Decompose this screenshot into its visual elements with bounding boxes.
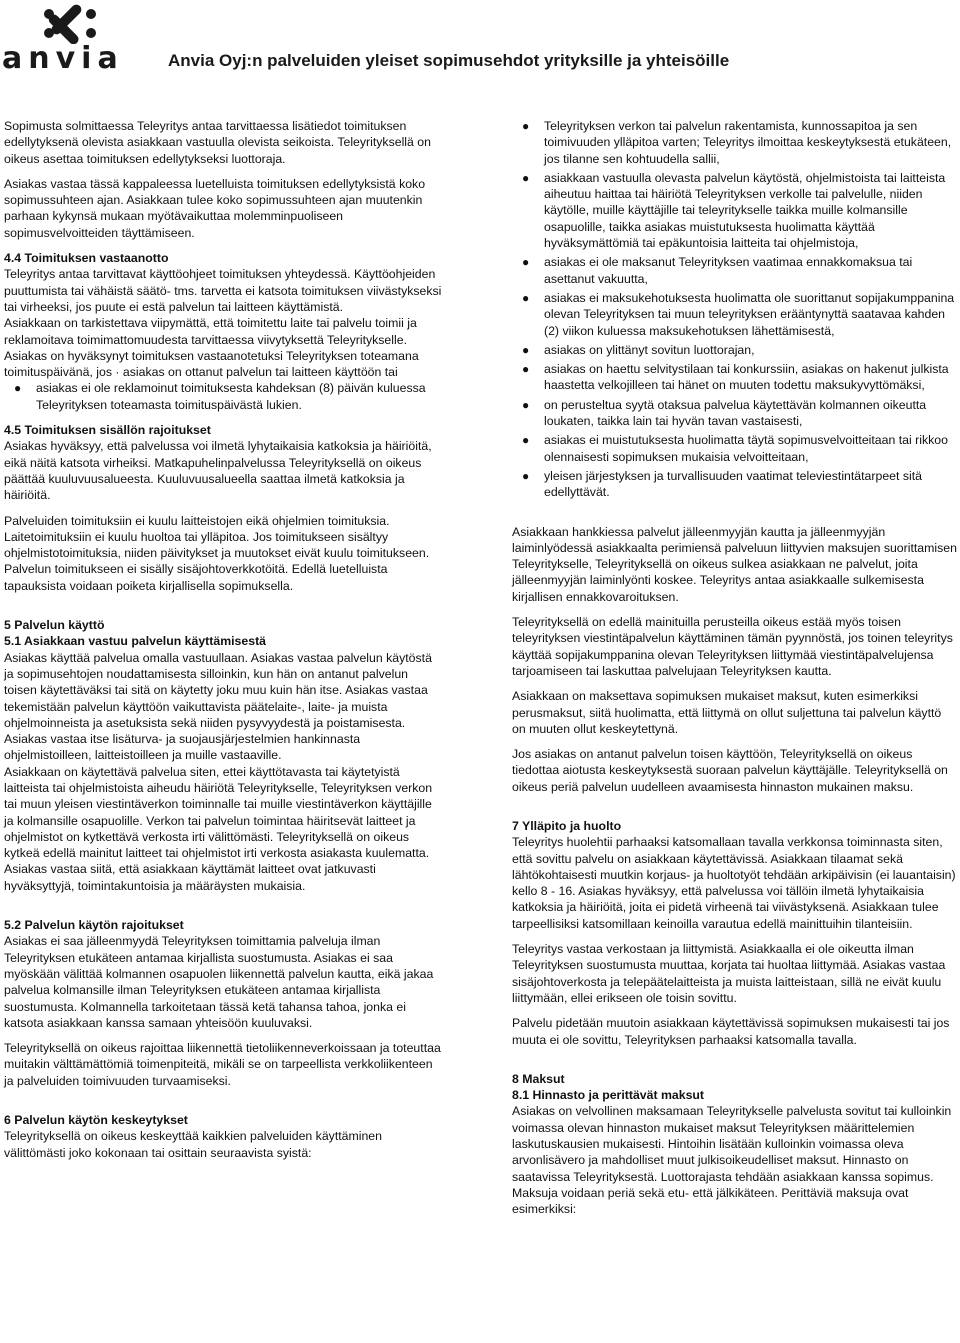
list-item: [4, 380, 444, 413]
paragraph: Asiakkaan on tarkistettava viipymättä, että toimitettu laite tai palvelu toimii ja reklamoitava toimimattomuudesta tarvittaessa viivytyksettä Teleyritykselle.: [4, 316, 417, 347]
paragraph: Teleyrityksellä on oikeus rajoittaa liikennettä tietoliikenneverkoissaan ja toteuttaa muitakin välttämättömiä toimenpiteitä, mikäli se on tarpeellista verkkoliikenteen ja palveluiden toimivuuden turvaamiseksi.: [4, 1041, 441, 1088]
paragraph: Asiakas ei saa jälleenmyydä Teleyrityksen toimittamia palveluja ilman Teleyrityksen etukäteen antamaa kirjallista suostumusta. Asiakas ei saa myöskään välittää kolmannen osapuolen liikennettä palvelun kautta, eikä jakaa palvelua kolmansille ilman Teleyrityksen etukäteen antamaa kirjallista suostumusta. Kolmannella tarkoitetaan tässä ketä tahansa tahoa, jonka ei katsota asiakkaan kanssa samaan yhteisöön kuuluvaksi.: [4, 934, 434, 1030]
paragraph: Teleyritys huolehtii parhaaksi katsomallaan tavalla verkkonsa toiminnasta siten, että sovittu palvelu on asiakkaan käytettävissä. Asiakkaan tilaamat sekä lähtökohtaisesti muutkin korjaus- ja huoltotyöt tehdään arkipäivisin (ei lauantaisin) kello 8 - 16. Asiakas hyväksyy, että palvelussa voi tällöin ilmetä lyhytaikaisia katkoksia ja häiriöitä, joita ei pidetä virheenä tai viivästyksenä. Asiakkaan tulee tarpeellisiksi katsomillaan keinoilla varautua edellä mainittuihin tilanteisiin.: [512, 835, 956, 931]
right-column: [512, 118, 958, 1227]
list-item: [512, 254, 958, 287]
left-column: [4, 118, 444, 1170]
paragraph: Jos asiakas on antanut palvelun toisen käyttöön, Teleyrityksellä on oikeus tiedottaa aiotusta keskeytyksestä suoraan palvelun käyttäjälle. Teleyrityksellä on oikeus periä palvelun uudelleen avaamisesta hinnaston mukainen maksu.: [512, 747, 948, 794]
paragraph: Asiakkaan hankkiessa palvelut jälleenmyyjän kautta ja jälleenmyyjän laiminlyödessä asiakkaalta perimiensä palveluun liittyvien maksujen suorittamisen Teleyritykselle, Teleyrityksellä on oikeus sulkea asiakkaan ne palvelut, joita jälleenmyyjän laiminlyönti koskee. Teleyritys antaa asiakkaalle sulkemisesta kirjallisen ennakkovaroituksen.: [512, 524, 957, 604]
list-item-text: asiakas ei maksukehotuksesta huolimatta ole suorittanut sopijakumppanina olevan Teleyrityksen tai muun teleyrityksen erääntynyttä saatavaa kahden (2) viikon kuluessa maksukehotuksen lähettämisestä,: [544, 290, 955, 338]
bullet-icon: ●: [522, 255, 530, 270]
paragraph: Palveluiden toimituksiin ei kuulu laitteistojen eikä ohjelmien toimituksia. Laitetoimituksiin ei kuulu huoltoa tai ylläpitoa. Jos toimitukseen sisältyy ohjelmistotoimituksia, niiden päivitykset ja muutokset eivät kuulu toimitukseen. Palvelun toimitukseen ei sisälly sisäjohtoverkkotöitä. Edellä luetelluista tapauksista voidaan poiketa kirjallisella sopimuksella.: [4, 513, 430, 593]
section-heading-8: 8 Maksut: [512, 1071, 565, 1086]
list-item: [512, 342, 958, 358]
section-heading-8-1: 8.1 Hinnasto ja perittävät maksut: [512, 1088, 705, 1103]
list-item: [512, 170, 958, 251]
list-item-text: asiakas ei muistutuksesta huolimatta täytä sopimusvelvoitteitaan tai rikkoo olennaisesti sopimuksen mukaisia velvoitteitaan,: [544, 433, 948, 464]
list-item: [512, 361, 958, 394]
list-item-text: asiakas on ylittänyt sovitun luottorajan,: [544, 342, 755, 357]
list-item-text: asiakas ei ole maksanut Teleyrityksen vaatimaa ennakkomaksua tai asettanut vakuutta,: [544, 255, 913, 286]
section-heading-5-1: 5.1 Asiakkaan vastuu palvelun käyttämisestä: [4, 634, 267, 649]
list-item: [512, 432, 958, 465]
bullet-icon: ●: [522, 362, 530, 377]
section-heading-4-5: 4.5 Toimituksen sisällön rajoitukset: [4, 423, 211, 438]
page-header: [0, 0, 960, 80]
list-item-text: yleisen järjestyksen ja turvallisuuden vaatimat televiestintätarpeet sitä edellyttävät.: [544, 468, 922, 500]
paragraph: Sopimusta solmittaessa Teleyritys antaa tarvittaessa lisätiedot toimituksen edellytyksenä olevista asiakkaan vastuulla olevista seikoista. Teleyrityksellä on oikeus asettaa toimituksen edellytykseksi luottoraja.: [4, 119, 431, 166]
list-item-text: asiakas ei ole reklamoinut toimituksesta kahdeksan (8) päivän kuluessa Teleyrityksen toteamasta toimituspäivästä lukien.: [36, 381, 426, 412]
section-heading-6: 6 Palvelun käytön keskeytykset: [4, 1113, 188, 1128]
paragraph: Maksuja voidaan periä sekä etu- että jälkikäteen. Perittäviä maksuja ovat esimerkiksi:: [512, 1185, 909, 1217]
section-heading-5-2: 5.2 Palvelun käytön rajoitukset: [4, 918, 184, 933]
logo-text: anvia: [2, 44, 124, 70]
anvia-wordmark: [0, 44, 160, 70]
anvia-logo-icon: [32, 2, 108, 44]
paragraph: Asiakas käyttää palvelua omalla vastuullaan. Asiakas vastaa palvelun käytöstä ja sopimusehtojen noudattamisesta silloinkin, kun hän on antanut palvelun toisen käytettäväksi tai sitä on käytetty joku muu kuin hän itse. Asiakas vastaa tekemistään palvelun käyttöön vaikuttavista päätelaite-, laite- ja muista ohjelmoinneista ja asetuksista sekä niiden pysyvyydestä ja poistamisesta. Asiakas vastaa itse lisäturva- ja suojausjärjestelmien hankinnasta ohjelmistoilleen, laitteistoilleen ja muille vastaaville.: [4, 650, 432, 763]
section-heading-4-4: 4.4 Toimituksen vastaanotto: [4, 251, 169, 266]
bullet-icon: ●: [522, 342, 530, 357]
paragraph: Asiakkaan on maksettava sopimuksen mukaiset maksut, kuten esimerkiksi perusmaksut, siitä huolimatta, että liittymä on ollut suljettuna tai palvelun käyttö on muuten ollut keskeytettynä.: [512, 689, 942, 736]
paragraph: Asiakas on hyväksynyt toimituksen vastaanotetuksi Teleyrityksen toteamana toimituspäivänä, jos · asiakas on ottanut palvelun tai laitteen käyttöön tai: [4, 348, 419, 380]
list-item: [512, 468, 958, 501]
list-item: [512, 118, 958, 167]
list-item-text: on perusteltua syytä otaksua palvelua käytettävän kolmannen oikeutta loukaten, taikka lain tai hyvän tavan vastaisesti,: [544, 397, 927, 429]
paragraph: Teleyritys antaa tarvittavat käyttöohjeet toimituksen yhteydessä. Käyttöohjeiden puuttumista tai vähäistä säätö- tms. tarvetta ei katsota toimituksen viivästykseksi tai virheeksi, jos puute ei estä palvelun tai laitteen käyttämistä.: [4, 267, 442, 314]
bullet-icon: ●: [522, 468, 530, 483]
paragraph: Asiakas vastaa tässä kappaleessa luetelluista toimituksen edellytyksistä koko sopimussuhteen ajan. Asiakkaan tulee koko sopimussuhteen ajan muutenkin parhaan kykynsä mukaan myötävaikuttaa molemminpuoliseen sopimusvelvoitteiden täyttämiseen.: [4, 176, 426, 240]
bullet-icon: ●: [522, 170, 530, 185]
bullet-icon: ●: [522, 397, 530, 412]
paragraph: Asiakas on velvollinen maksamaan Teleyritykselle palvelusta sovitut tai kulloinkin voimassa olevan hinnaston mukaiset maksut Teleyrityksen määrittelemien laskutuskausien mukaisesti. Hintoihin lisätään kulloinkin voimassa oleva arvonlisävero ja mahdolliset muut julkisoikeudelliset maksut. Hinnasto on saatavissa Teleyrityksestä. Luottorajasta tehdään asiakkaan kanssa sopimus.: [512, 1104, 952, 1184]
paragraph: Teleyritys vastaa verkostaan ja liittymistä. Asiakkaalla ei ole oikeutta ilman Teleyrityksen suostumusta muuttaa, korjata tai huoltaa liittymää. Asiakas vastaa sisäjohtoverkosta ja telepäätelaitteista ja muista laitteistaan, sillä ne eivät kuulu liittymään, ellei erikseen ole toisin sovittu.: [512, 942, 946, 1005]
paragraph: Asiakas hyväksyy, että palvelussa voi ilmetä lyhytaikaisia katkoksia ja häiriöitä, eikä näitä katsota virheiksi. Matkapuhelinpalvelussa Teleyrityksellä on oikeus päättää kuuluvuusalueesta. Kuuluvuusalueella saattaa ilmetä katkoksia ja häiriöitä.: [4, 439, 432, 503]
paragraph: Asiakkaan on käytettävä palvelua siten, ettei käyttötavasta tai käytetyistä laitteista tai ohjelmistoista aiheudu häiriötä Teleyritykselle, Teleyrityksen verkon tai muun yleisen viestintäverkon toiminnalle tai muille viestintäverkon käyttäjille ja kolmansille osapuolille. Verkon tai palvelun toimintaa häiritsevät laitteet ja ohjelmistot on kytkettävä verkosta irti välittömästi. Teleyrityksellä on oikeus kytkeä edellä mainitut laitteet tai ohjelmistot irti verkosta asiakasta kuulematta. Asiakas vastaa siitä, että asiakkaan käyttämät laitteet ovat jatkuvasti hyväksyttyjä, toimintakuntoisia ja määräysten mukaisia.: [4, 764, 433, 893]
section-heading-5: 5 Palvelun käyttö: [4, 618, 105, 633]
paragraph: Teleyrityksellä on oikeus keskeyttää kaikkien palveluiden käyttäminen välittömästi joko kokonaan tai osittain seuraavista syistä:: [4, 1129, 382, 1160]
list-item-text: asiakkaan vastuulla olevasta palvelun käytöstä, ohjelmistoista tai laitteista aiheutuu haittaa tai häiriötä Teleyrityksen verkolle tai palvelulle, niiden käytölle, muille käyttäjille tai teleyritykselle taikka muille kolmansille osapuolille, taikka asiakas muistutuksesta huolimatta käyttää hyväksymättömiä tai epäkuntoisia laitteita tai ohjelmistoja,: [544, 170, 946, 251]
list-item: [512, 397, 958, 430]
list-item-text: Teleyrityksen verkon tai palvelun rakentamista, kunnossapitoa ja sen toimivuuden ylläpitoa varten; Teleyritys ilmoittaa keskeytyksestä etukäteen, jos tilanne sen kohtuudella sallii,: [544, 119, 952, 166]
document-title: Anvia Oyj:n palveluiden yleiset sopimusehdot yrityksille ja yhteisöille: [168, 51, 730, 70]
paragraph: Teleyrityksellä on edellä mainituilla perusteilla oikeus estää myös toisen teleyrityksen viestintäpalvelun käyttäminen tämän pyynnöstä, jos toinen teleyritys käyttää sopijakumppanina olevan Teleyrityksen liittymää viestintäpalvelujensa tarjoamiseen tai laskuttaa palvelujaan Teleyrityksen kautta.: [512, 615, 953, 678]
list-item-text: asiakas on haettu selvitystilaan tai konkurssiin, asiakas on hakenut julkista haastetta velkojilleen tai hänet on muuten todettu maksukyvyttömäksi,: [544, 362, 949, 393]
bullet-icon: ●: [522, 433, 530, 448]
bullet-list: [512, 118, 958, 501]
paragraph: Palvelu pidetään muutoin asiakkaan käytettävissä sopimuksen mukaisesti tai jos muuta ei ole sovittu, Teleyrityksen parhaaksi katsomalla tavalla.: [512, 1016, 950, 1047]
list-item: [512, 290, 958, 339]
bullet-list: [4, 380, 444, 413]
section-heading-7: 7 Ylläpito ja huolto: [512, 818, 622, 833]
bullet-icon: ●: [14, 381, 22, 396]
bullet-icon: ●: [522, 119, 530, 133]
bullet-icon: ●: [522, 290, 530, 305]
